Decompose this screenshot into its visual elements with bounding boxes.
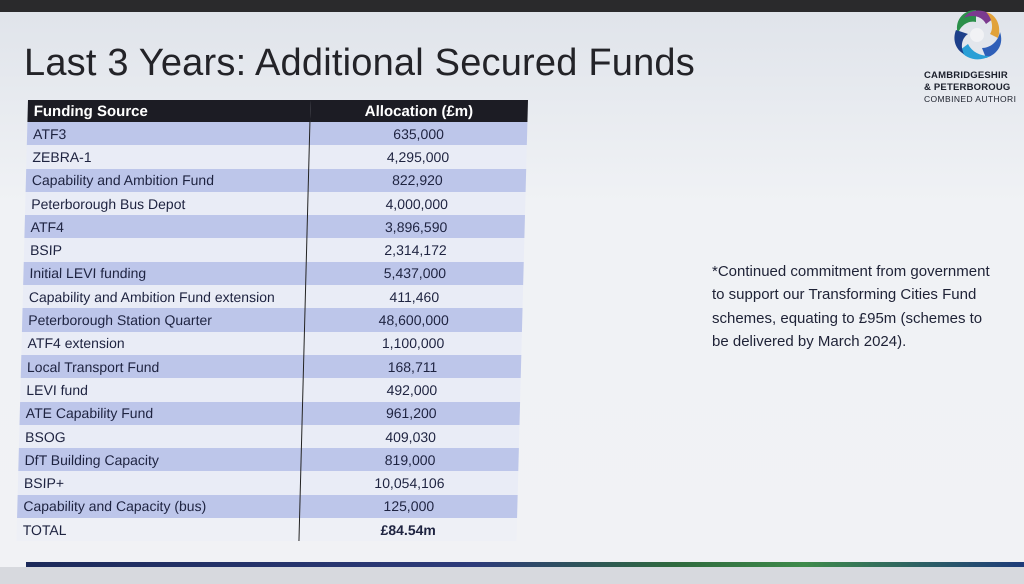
table-row bbox=[26, 169, 527, 192]
funding-source-cell: Peterborough Station Quarter bbox=[22, 308, 305, 331]
allocation-cell: 411,460 bbox=[305, 285, 523, 308]
slide-title: Last 3 Years: Additional Secured Funds bbox=[24, 42, 695, 84]
logo-text-line-1: CAMBRIDGESHIR bbox=[924, 70, 1008, 81]
funding-table-container bbox=[16, 100, 540, 550]
table-row bbox=[19, 402, 520, 425]
funding-source-cell: LEVI fund bbox=[20, 378, 303, 401]
allocation-cell: 125,000 bbox=[300, 495, 518, 518]
allocation-cell: 4,000,000 bbox=[307, 192, 525, 215]
funding-source-cell: ATF3 bbox=[27, 122, 310, 145]
table-row bbox=[24, 215, 525, 238]
allocation-cell: 3,896,590 bbox=[307, 215, 525, 238]
allocation-cell: 5,437,000 bbox=[306, 262, 524, 285]
funding-source-cell: BSOG bbox=[19, 425, 302, 448]
funding-source-cell: BSIP bbox=[24, 238, 307, 261]
allocation-cell: 48,600,000 bbox=[304, 308, 522, 331]
allocation-cell: 1,100,000 bbox=[304, 332, 522, 355]
table-row bbox=[17, 495, 518, 518]
total-row bbox=[16, 518, 517, 541]
header-funding-source: Funding Source bbox=[27, 100, 310, 122]
table-row bbox=[24, 238, 525, 261]
funding-source-cell: ZEBRA-1 bbox=[26, 145, 309, 168]
allocation-cell: 10,054,106 bbox=[300, 471, 518, 494]
slide-bottom-edge bbox=[0, 567, 1024, 584]
allocation-cell: 961,200 bbox=[302, 402, 520, 425]
table-body bbox=[16, 122, 527, 541]
funding-source-cell: ATE Capability Fund bbox=[19, 402, 302, 425]
total-label: TOTAL bbox=[16, 518, 299, 541]
top-border bbox=[0, 0, 1024, 12]
funding-source-cell: Initial LEVI funding bbox=[23, 262, 306, 285]
table-header-row bbox=[27, 100, 528, 122]
funding-source-cell: Capability and Ambition Fund bbox=[26, 169, 309, 192]
funding-source-cell: DfT Building Capacity bbox=[18, 448, 301, 471]
allocation-cell: 2,314,172 bbox=[306, 238, 524, 261]
funding-table bbox=[16, 100, 528, 541]
swirl-logo-icon bbox=[946, 4, 1006, 66]
table-row bbox=[25, 192, 526, 215]
funding-source-cell: Peterborough Bus Depot bbox=[25, 192, 308, 215]
table-row bbox=[27, 122, 528, 145]
table-row bbox=[23, 285, 524, 308]
funding-source-cell: BSIP+ bbox=[18, 471, 301, 494]
table-row bbox=[23, 262, 524, 285]
authority-logo bbox=[924, 4, 1024, 104]
table-row bbox=[21, 355, 522, 378]
allocation-cell: 492,000 bbox=[303, 378, 521, 401]
commitment-note: *Continued commitment from government to support our Transforming Cities Fund schemes, equating to £95m (schemes to be delivered by March 2024). bbox=[712, 263, 990, 350]
allocation-cell: 4,295,000 bbox=[309, 145, 527, 168]
logo-text-line-3: COMBINED AUTHORI bbox=[924, 94, 1017, 104]
total-value: £84.54m bbox=[299, 518, 517, 541]
table-row bbox=[22, 308, 523, 331]
allocation-cell: 168,711 bbox=[303, 355, 521, 378]
allocation-cell: 409,030 bbox=[301, 425, 519, 448]
table-row bbox=[18, 471, 519, 494]
table-row bbox=[26, 145, 527, 168]
funding-source-cell: Capability and Ambition Fund extension bbox=[23, 285, 306, 308]
table-row bbox=[18, 448, 519, 471]
allocation-cell: 635,000 bbox=[309, 122, 527, 145]
funding-source-cell: ATF4 bbox=[24, 215, 307, 238]
allocation-cell: 819,000 bbox=[301, 448, 519, 471]
table-row bbox=[20, 378, 521, 401]
funding-source-cell: ATF4 extension bbox=[21, 332, 304, 355]
header-allocation: Allocation (£m) bbox=[310, 100, 528, 122]
table-row bbox=[21, 332, 522, 355]
funding-source-cell: Local Transport Fund bbox=[21, 355, 304, 378]
logo-text-line-2: & PETERBOROUG bbox=[924, 82, 1011, 93]
allocation-cell: 822,920 bbox=[308, 169, 526, 192]
funding-source-cell: Capability and Capacity (bus) bbox=[17, 495, 300, 518]
table-row bbox=[19, 425, 520, 448]
